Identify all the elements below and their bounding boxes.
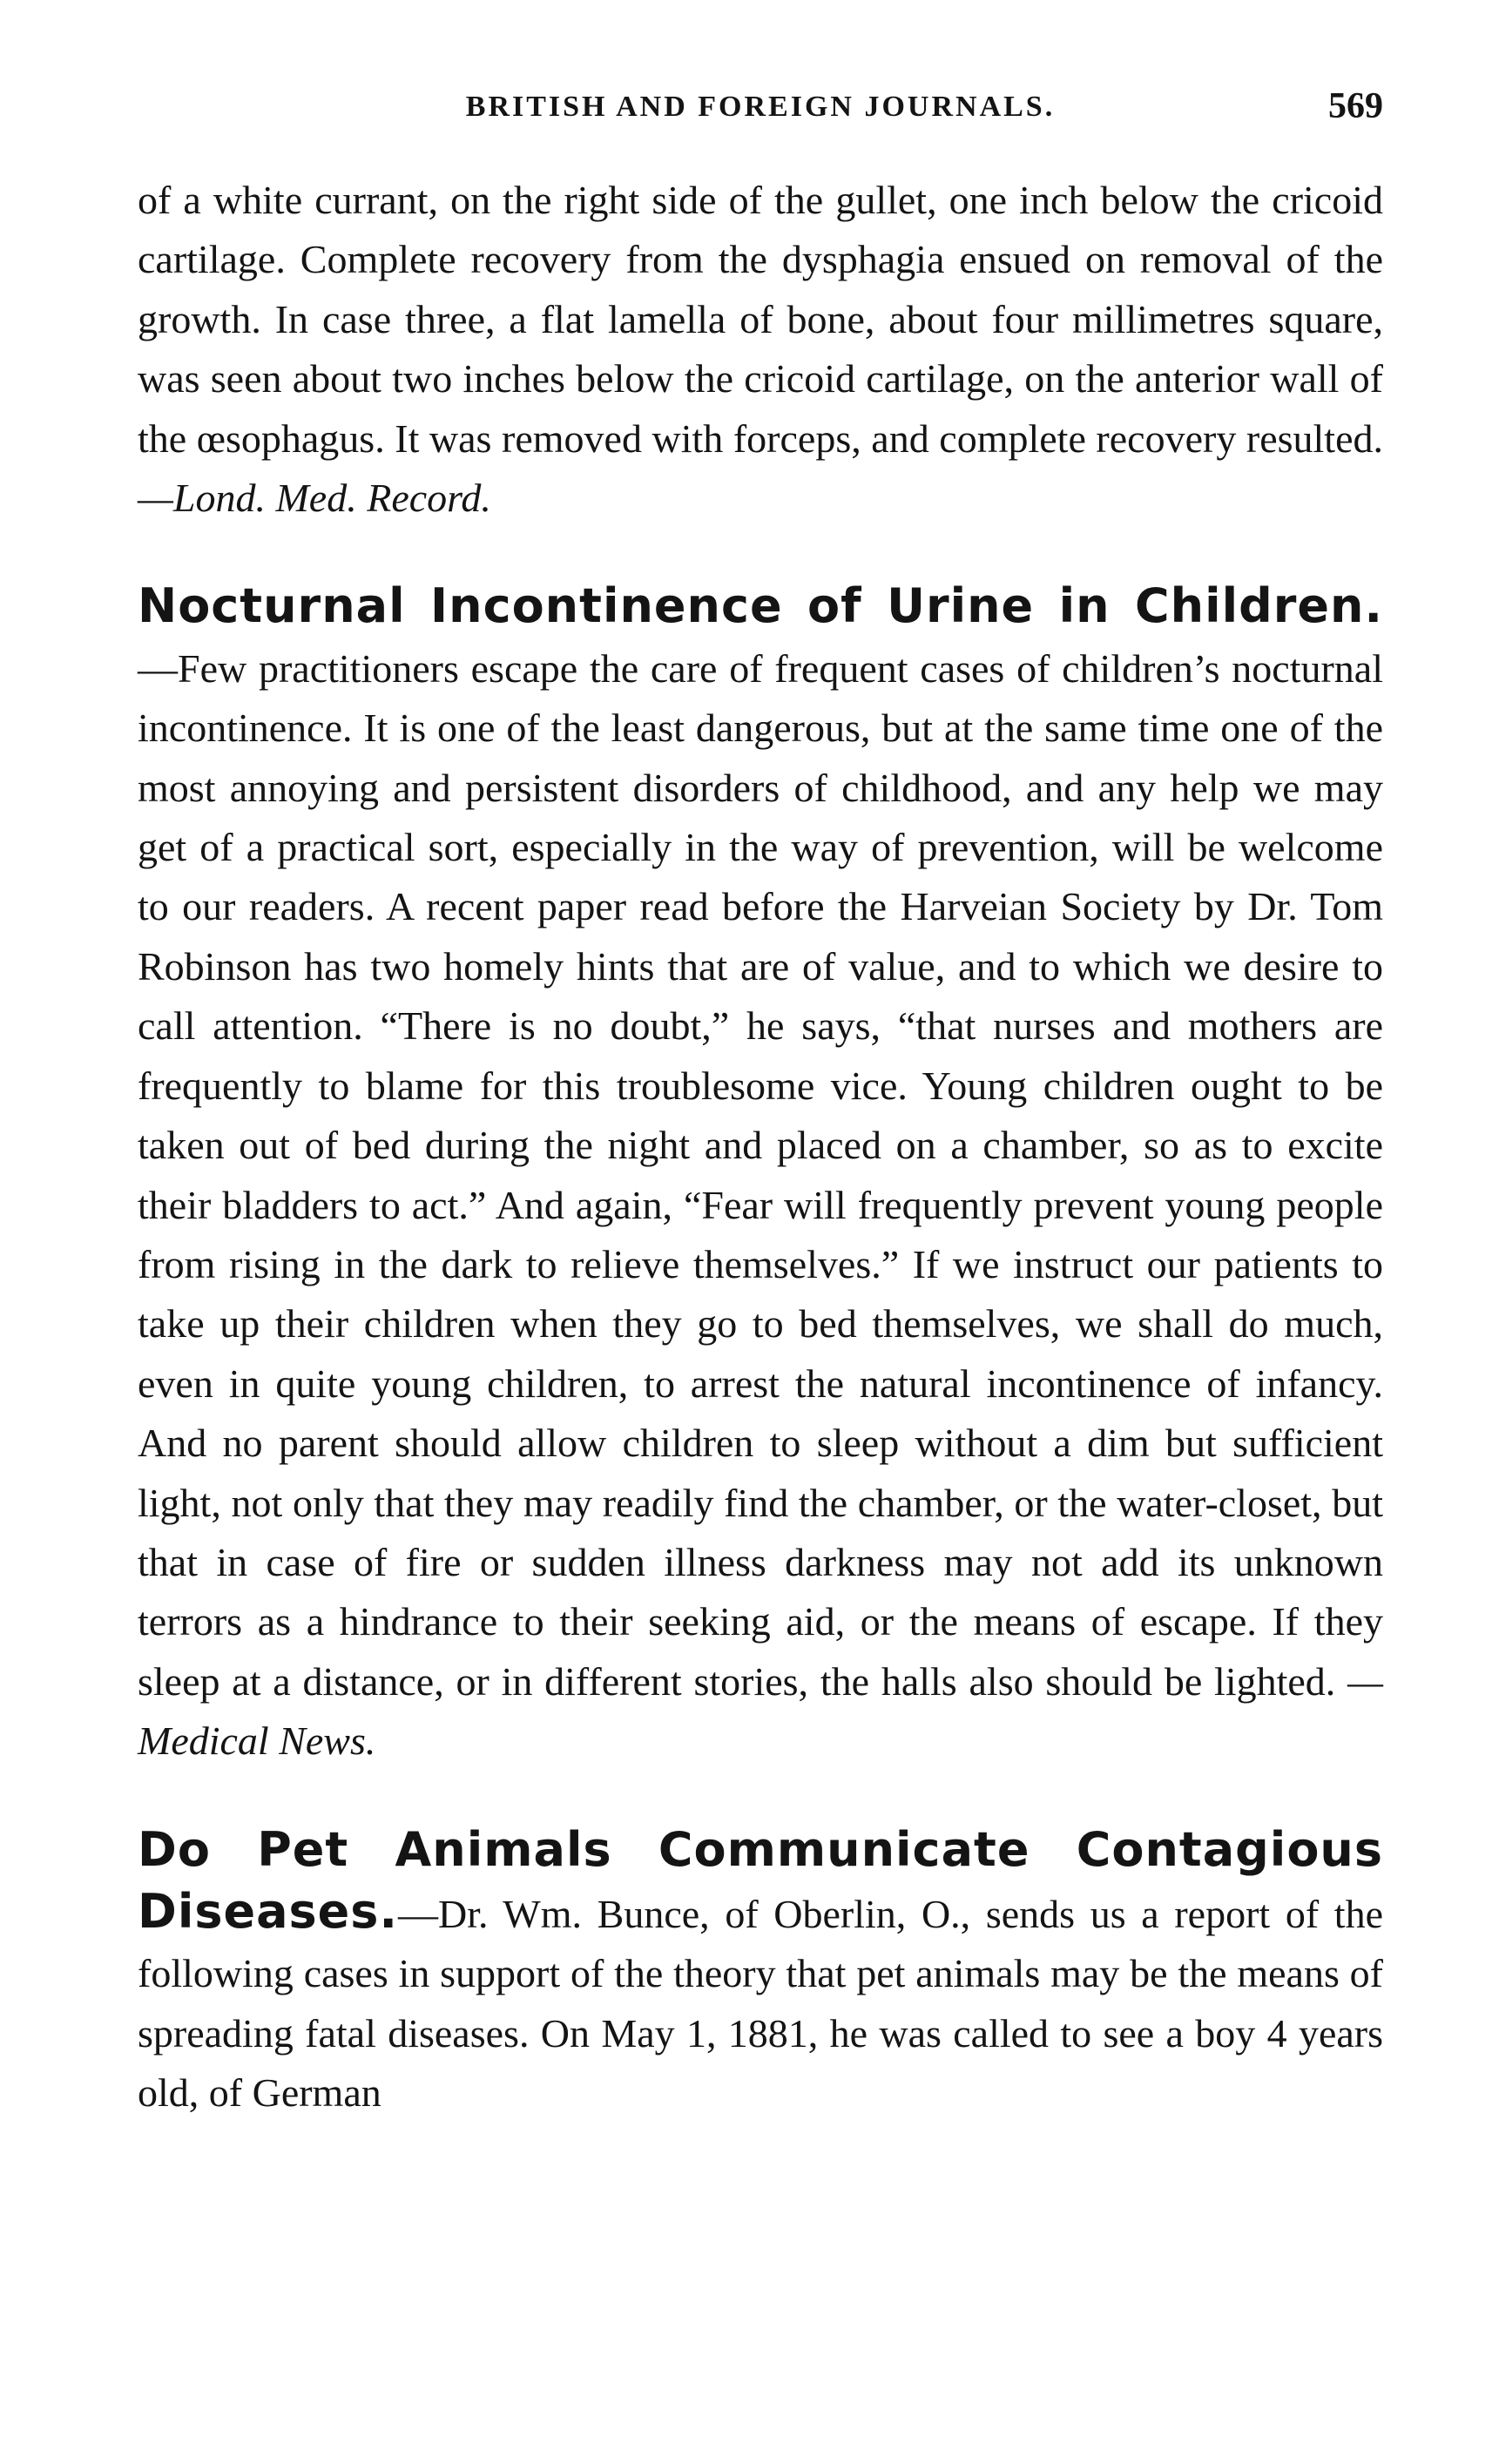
- article-text: —Few practitioners escape the care of frequent cases of children’s nocturnal incontinence. It is one of the least dangerous, but at the same time one of the most annoying and persistent disorders of childhood, and any help we may get of a practical sort, especially in the way of prevention, will be welcome to our readers. A recent paper read before the Harveian Society by Dr. Tom Robinson has two homely hints that are of value, and to which we desire to call attention. “There is no doubt,” he says, “that nurses and mothers are frequently to blame for this troublesome vice. Young children ought to be taken out of bed during the night and placed on a chamber, so as to excite their bladders to act.” And again, “Fear will frequently prevent young people from rising in the dark to relieve themselves.” If we instruct our patients to take up their children when they go to bed themselves, we shall do much, even in quite young children, to arrest the natural incontinence of infancy. And no parent should allow children to sleep without a dim but sufficient light, not only that they may readily find the chamber, or the water-closet, but that in case of fire or sudden illness darkness may not add its unknown terrors as a hindrance to their seeking aid, or the means of escape. If they sleep at a distance, or in different stories, the halls also should be lighted.: [138, 645, 1383, 1704]
- paragraph-text: of a white currant, on the right side of the gullet, one inch below the cricoid cartilage. Complete recovery from the dysphagia ensued on removal of the growth. In case three, a flat lamella of bone, about four millimetres square, was seen about two inches below the cricoid cartilage, on the anterior wall of the œsophagus. It was removed with forceps, and complete recovery resulted.: [138, 178, 1383, 461]
- article-pet-animals: [138, 1820, 1383, 2123]
- page-number: 569: [1328, 86, 1383, 126]
- body-text: [138, 171, 1383, 2123]
- article-title: Nocturnal Incontinence of Urine in Children.: [138, 578, 1383, 634]
- article-nocturnal-incontinence: [138, 577, 1383, 1771]
- running-header: [138, 86, 1383, 143]
- source-citation: —Medical News.: [138, 1658, 1384, 1764]
- article-title: Do Pet Animals Communicate Contagious Diseases.: [138, 1821, 1383, 1939]
- paragraph-continuation: [138, 171, 1383, 528]
- running-title: BRITISH AND FOREIGN JOURNALS.: [465, 91, 1056, 123]
- article-text: —Dr. Wm. Bunce, of Oberlin, O., sends us a report of the following cases in support of the theory that pet animals may be the means of spreading fatal diseases. On May 1, 1881, he was called to see a boy 4 years old, of German: [138, 1891, 1383, 2116]
- source-citation: —Lond. Med. Record.: [138, 476, 491, 521]
